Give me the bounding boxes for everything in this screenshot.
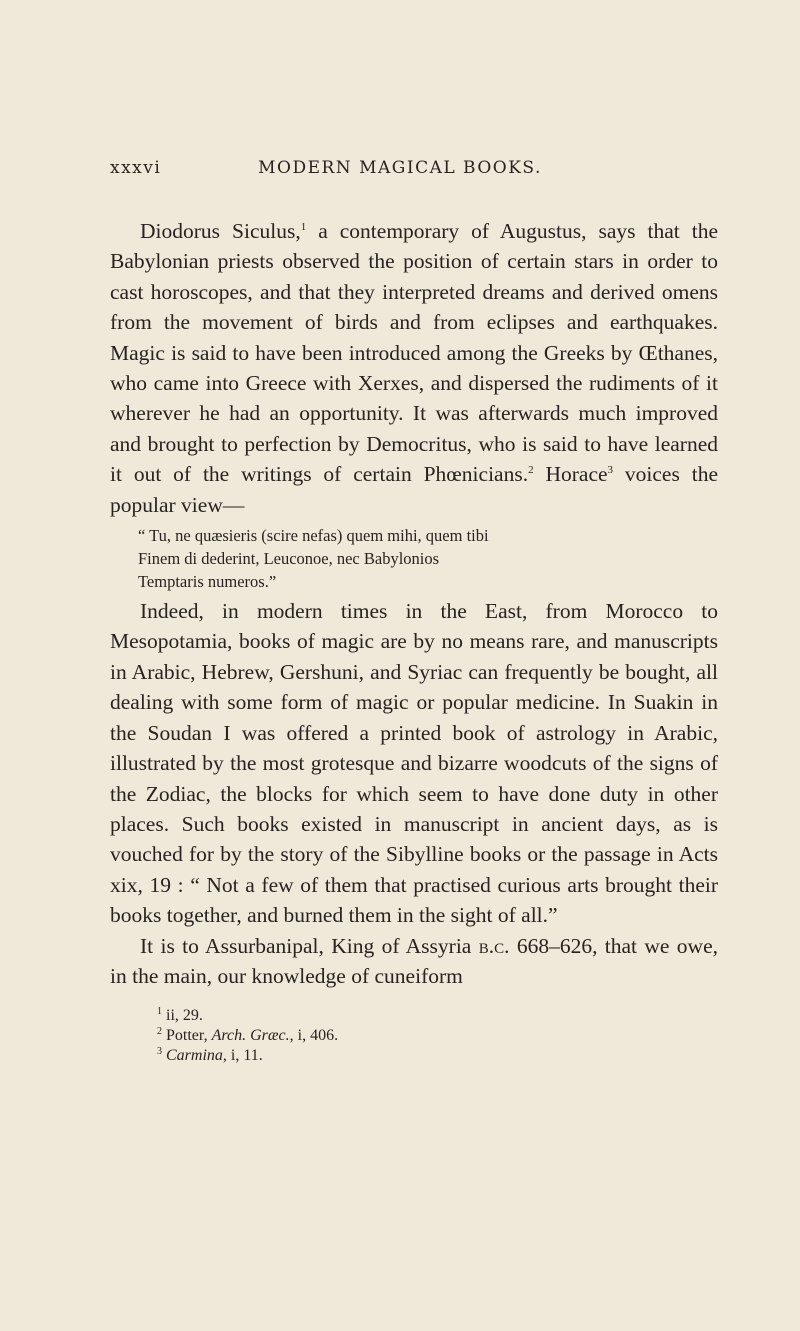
quote-line: “ Tu, ne quæsieris (scire nefas) quem mihi, quem tibi	[138, 526, 489, 546]
footnote-mark: 1	[157, 1006, 162, 1017]
paragraph-2: Indeed, in modern times in the East, from Morocco to Mesopotamia, books of magic are by no means rare, and manuscripts in Arabic, Hebrew, Gershuni, and Syriac can frequently be bought, all dealing with some form of magic or popular medicine. In Suakin in the Soudan I was offered a printed book of astrology in Arabic, illustrated by the most grotesque and bizarre woodcuts of the signs of the Zodiac, the blocks for which seem to have done duty in other places. Such books existed in manuscript in ancient days, as is vouched for by the story of the Sibylline books or the passage in Acts xix, 19 : “ Not a few of them that practised curious arts brought their books together, and burned them in the sight of all.”	[110, 599, 718, 928]
footnote-text: , i, 11.	[222, 1047, 263, 1064]
page-number: xxxvi	[110, 158, 162, 178]
footnotes	[157, 1006, 617, 1066]
text-run: voices the popular view—	[110, 462, 718, 517]
quote-line: Temptaris numeros.”	[138, 572, 277, 592]
latin-quotation	[138, 524, 718, 593]
text-run: Diodorus Siculus,	[140, 219, 301, 243]
footnote-text: ii, 29.	[166, 1007, 203, 1024]
footnote-title: Arch. Græc.	[211, 1027, 290, 1044]
main-text	[110, 216, 718, 991]
text-run: 668–626, that we owe, in the main, our knowledge of cuneiform	[110, 933, 718, 988]
text-run: Horace	[533, 462, 608, 487]
footnote-ref-3: 3	[607, 464, 614, 477]
footnote-2	[157, 1026, 617, 1046]
footnote-title: Carmina	[166, 1047, 223, 1064]
paragraph-3	[110, 931, 718, 992]
footnote-ref-2: 2	[528, 464, 534, 477]
footnote-3	[157, 1046, 617, 1066]
text-run: a contemporary of Augustus, says that the Babylonian priests observed the position of certain stars in order to cast horoscopes, and that they interpreted dreams and derived omens from the movement of birds and from eclipses and earthquakes. Magic is said to have been introduced among the Greeks by Œthanes, who came into Greece with Xerxes, and dispersed the rudiments of it wherever he had an opportunity. It was afterwards much improved and brought to perfection by Democritus, who is said to have learned it out of the writings of certain Phœnicians.	[110, 219, 718, 487]
running-title: MODERN MAGICAL BOOKS.	[258, 158, 542, 178]
footnote-1	[157, 1006, 617, 1026]
footnote-ref-1: 1	[300, 221, 307, 233]
text-run: It is to Assurbanipal, King of Assyria	[140, 933, 479, 958]
paragraph-1	[110, 216, 718, 520]
quote-line: Finem di dederint, Leuconoe, nec Babylonios	[138, 549, 440, 569]
footnote-mark: 3	[157, 1046, 162, 1057]
footnote-text: , i, 406.	[289, 1027, 339, 1044]
footnote-mark: 2	[157, 1026, 162, 1037]
footnote-text: Potter,	[166, 1027, 212, 1044]
era-abbreviation: b.c.	[478, 933, 510, 958]
